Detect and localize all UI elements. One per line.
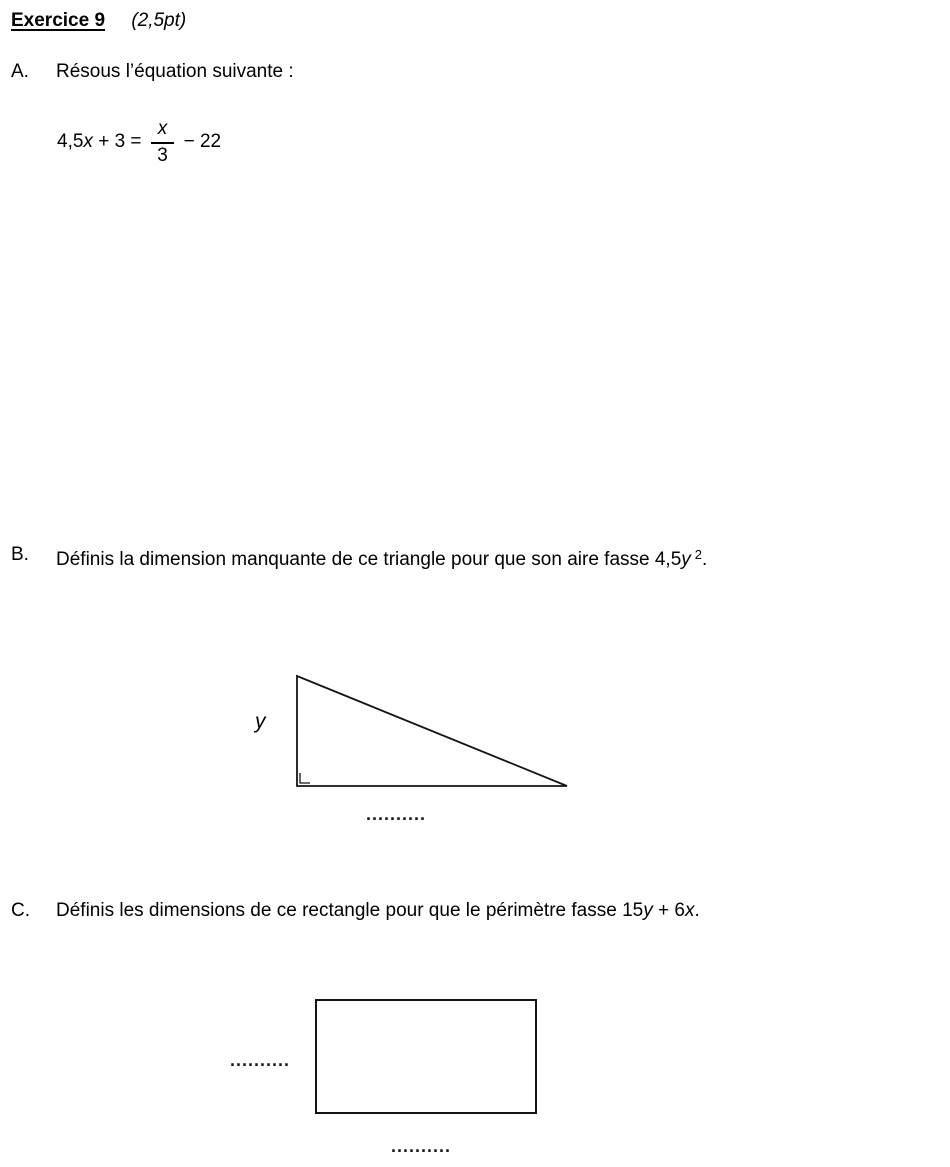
question-c-variable-1: y [643, 900, 653, 921]
question-b-text: Définis la dimension manquante de ce triangle pour que son aire fasse 4,5y $^2$. [56, 547, 708, 570]
exercise-points: (2,5pt) [131, 10, 187, 31]
question-c [11, 899, 700, 922]
rectangle-width-placeholder: .......... [391, 1136, 452, 1156]
equation-fraction [151, 118, 175, 167]
triangle-base-placeholder: .......... [366, 804, 427, 824]
question-a-text: Résous l’équation suivante : [56, 61, 294, 82]
rectangle-shape [315, 999, 537, 1114]
triangle-height-label: y [255, 710, 266, 733]
question-b-variable: y [681, 549, 691, 570]
equation-a [57, 113, 221, 171]
equation-lhs-variable: x [83, 131, 93, 152]
right-angle-mark [300, 773, 310, 783]
equation-rhs: − 22 [178, 131, 222, 152]
exercise-title: Exercice 9 [11, 10, 106, 31]
fraction-numerator: x [157, 117, 168, 139]
question-c-label: C. [11, 900, 30, 921]
question-a [11, 60, 294, 83]
question-a-label: A. [11, 61, 29, 82]
question-b [11, 543, 707, 571]
question-c-text: Définis les dimensions de ce rectangle pour que le périmètre fasse 15y + 6x. [56, 900, 700, 921]
question-c-variable-2: x [684, 900, 695, 921]
fraction-denominator: 3 [151, 142, 175, 167]
triangle-figure [230, 650, 600, 830]
question-b-label: B. [11, 544, 29, 565]
equation-lhs-coeff: 4,5 [57, 131, 84, 152]
exercise-header [11, 9, 186, 33]
question-b-exponent: 2 [694, 547, 703, 562]
right-triangle-shape [297, 676, 567, 786]
rectangle-height-placeholder: .......... [230, 1050, 291, 1070]
equation-lhs-rest: + 3 = [92, 131, 147, 152]
